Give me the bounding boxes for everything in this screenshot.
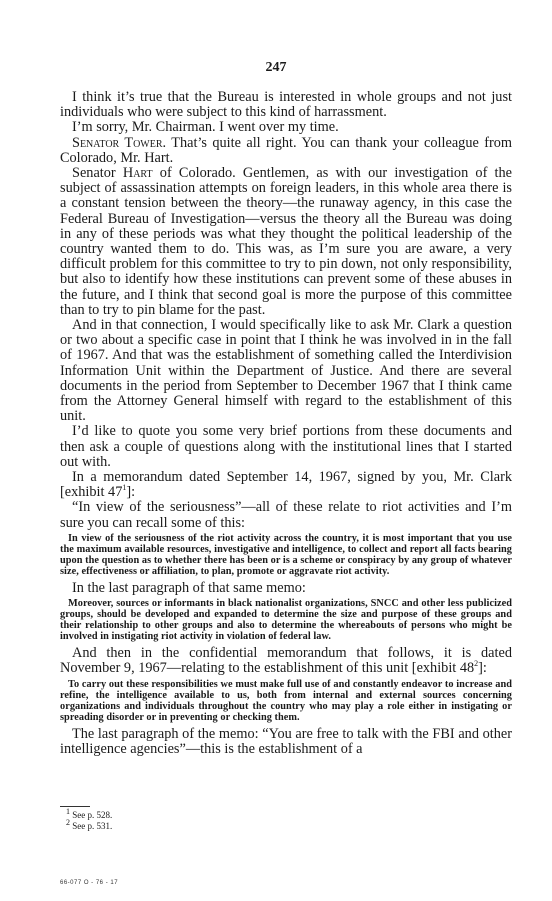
paragraph: And in that connection, I would specifically like to ask Mr. Clark a question or two about a specific case in point that I think he was involved in in the fall of 1967. And that was the establishment of something called the Interdivision Information Unit within the Department of Justice. And there are several documents in the period from September to December 1967 that I think came from the Attorney General himself with regard to the establishment of this unit.	[60, 317, 512, 425]
paragraph: I’m sorry, Mr. Chairman. I went over my time.	[72, 119, 339, 136]
block-quote: In view of the seriousness of the riot activity across the country, it is most important that you use the maximum available resources, investigative and intelligence, to collect and report all facts bearing upon the question as to whether there has been or is a scheme or conspiracy by any group of whatever size, effectiveness or affiliation, to plan, promote or aggravate riot activity.	[60, 532, 512, 577]
speech-text: of Colorado. Gentlemen, as with our investigation of the subject of assassination attempts on foreign leaders, in this whole area there is a constant tension between the theory—the runaway agency, in this case the Federal Bureau of Investigation—versus the theory all the Bureau was doing in any of these periods was what they thought the political leadership of the country wanted them to do. This was, as I’m sure you are aware, a very difficult problem for this committee to try to pin down, not only responsibility, but also to identify how these institutions can prevent some of these abuses in the future, and I think that second goal is more the purpose of this committee than to try to pin blame for the past.	[60, 165, 512, 318]
block-quote: To carry out these responsibilities we must make full use of and constantly endeavor to increase and refine, the intelligence available to us, both from internal and external sources concerning organizations and individuals throughout the country who may play a role either in instigating or spreading disorder or in preventing or checking them.	[60, 678, 512, 723]
paragraph	[60, 470, 512, 500]
block-quote: Moreover, sources or informants in black nationalist organizations, SNCC and other less publicized groups, should be developed and expanded to determine the size and purpose of these groups and their relationship to other groups and also to determine the whereabouts of persons who might be involved in instigating riot activity in violation of federal law.	[60, 598, 512, 643]
speaker-name: Senator Tower.	[72, 134, 167, 151]
print-code: 66-077 O - 76 - 17	[60, 880, 119, 886]
paragraph-text: ]:	[126, 484, 136, 501]
paragraph-text: ]:	[478, 660, 487, 677]
paragraph: “In view of the seriousness”—all of these relate to riot activities and I’m sure you can recall some of this:	[60, 499, 512, 531]
speaker-name: Senator H	[72, 165, 134, 182]
paragraph: I’d like to quote you some very brief portions from these documents and then ask a couple of questions along with the institutional lines that I started out with.	[60, 423, 512, 470]
speech-text: That’s quite all right. You can thank your colleague from Colorado, Mr. Hart.	[60, 134, 512, 166]
footnote-ref: 1	[122, 483, 127, 493]
footnotes	[60, 806, 260, 831]
footnote	[60, 817, 260, 832]
footnote-mark: 1	[66, 807, 70, 816]
paragraph: The last paragraph of the memo: “You are free to talk with the FBI and other intelligence agencies”—this is the establishment of a	[60, 725, 512, 757]
speaker-name-smallcaps: art	[133, 165, 153, 182]
paragraph	[60, 646, 512, 676]
body-text	[60, 90, 512, 757]
paragraph-text: In a memorandum dated September 14, 1967, signed by you, Mr. Clark [exhibit 47	[60, 469, 512, 501]
paragraph	[60, 136, 512, 166]
footnote-text: See p. 528.	[72, 810, 113, 820]
page-number: 247	[265, 60, 287, 75]
footnote-ref: 2	[474, 659, 479, 669]
footnote-mark: 2	[66, 817, 70, 827]
footnote-divider	[60, 806, 90, 807]
footnote	[60, 807, 260, 821]
paragraph: I think it’s true that the Bureau is interested in whole groups and not just individuals who were subject to this kind of harrassment.	[60, 89, 512, 121]
paragraph-text: And then in the confidential memorandum that follows, it is dated November 9, 1967—relating to the establishment of this unit [exhibit 48	[60, 645, 512, 677]
paragraph	[60, 166, 512, 318]
footnote-text: See p. 531.	[72, 820, 113, 831]
paragraph: In the last paragraph of that same memo:	[72, 579, 306, 596]
